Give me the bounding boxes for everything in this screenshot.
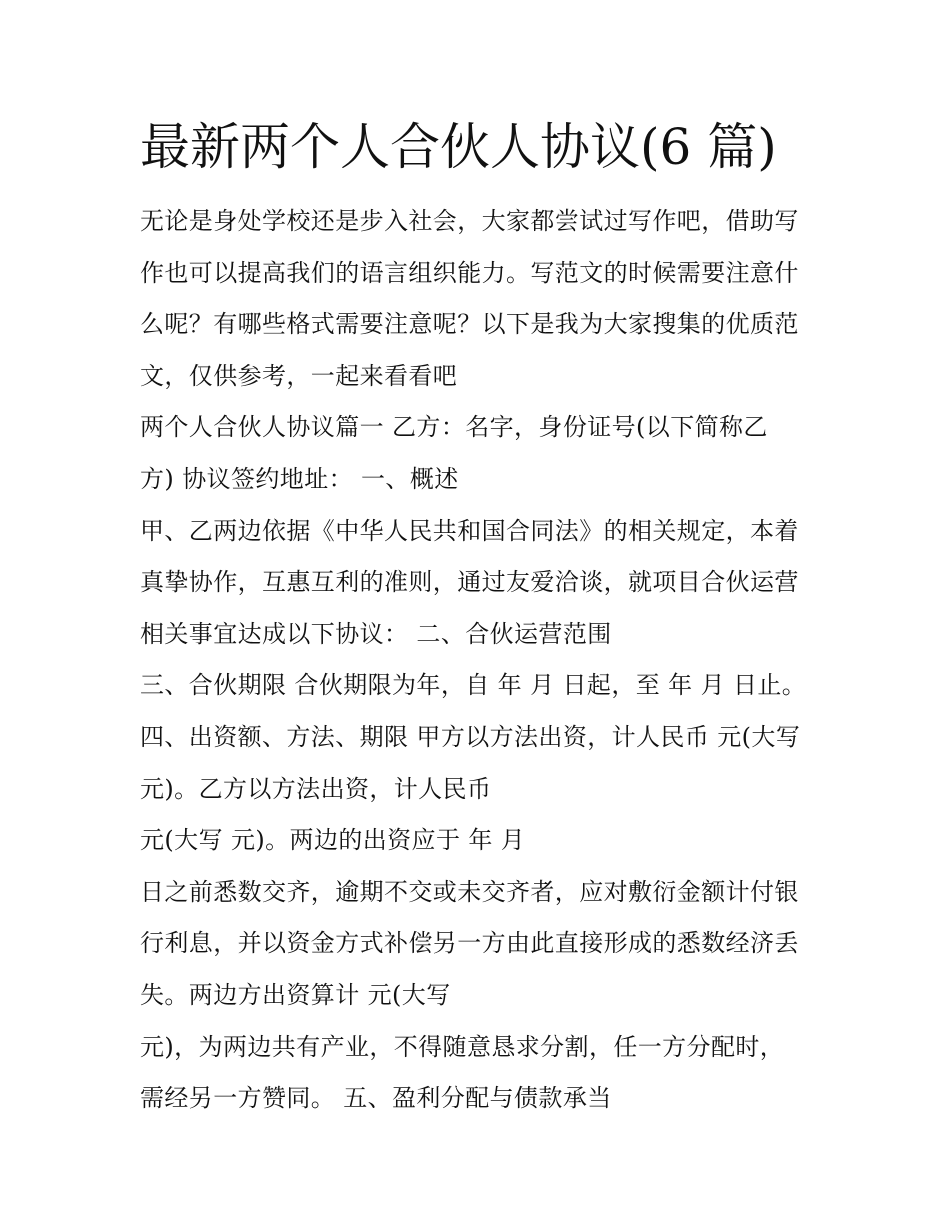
body-line: 么呢？有哪些格式需要注意呢？以下是我为大家搜集的优质范 bbox=[140, 310, 799, 339]
body-line: 相关事宜达成以下协议： 二、合伙运营范围 bbox=[140, 619, 612, 648]
body-line: 两个人合伙人协议篇一 乙方：名字，身份证号(以下简称乙 bbox=[140, 413, 768, 442]
body-line: 三、合伙期限 合伙期限为年，自 年 月 日起，至 年 月 日止。 bbox=[140, 671, 807, 700]
body-line: 无论是身处学校还是步入社会，大家都尝试过写作吧，借助写 bbox=[140, 207, 799, 235]
body-line: 文，仅供参考，一起来看看吧 bbox=[140, 361, 458, 390]
body-line: 需经另一方赞同。 五、盈利分配与债款承当 bbox=[140, 1084, 612, 1113]
body-line: 四、出资额、方法、期限 甲方以方法出资，计人民币 元(大写 bbox=[140, 722, 801, 751]
body-line: 作也可以提高我们的语言组织能力。写范文的时候需要注意什 bbox=[140, 258, 799, 287]
body-line: 元(大写 元)。两边的出资应于 年 月 bbox=[140, 826, 526, 855]
body-line: 真挚协作，互惠互利的准则，通过友爱洽谈，就项目合伙运营 bbox=[140, 568, 799, 597]
document-title: 最新两个人合伙人协议(6 篇) bbox=[140, 118, 777, 176]
body-line: 日之前悉数交齐，逾期不交或未交齐者，应对敷衍金额计付银 bbox=[140, 877, 799, 906]
body-line: 元)。乙方以方法出资，计人民币 bbox=[140, 774, 492, 803]
document-body bbox=[140, 196, 830, 1125]
body-line: 元)，为两边共有产业，不得随意恳求分割，任一方分配时， bbox=[140, 1032, 785, 1061]
body-line: 方) 协议签约地址： 一、概述 bbox=[140, 464, 459, 493]
body-line: 行利息，并以资金方式补偿另一方由此直接形成的悉数经济丢 bbox=[140, 929, 799, 958]
body-line: 失。两边方出资算计 元(大写 bbox=[140, 980, 451, 1009]
body-line: 甲、乙两边依据《中华人民共和国合同法》的相关规定，本着 bbox=[140, 516, 799, 545]
